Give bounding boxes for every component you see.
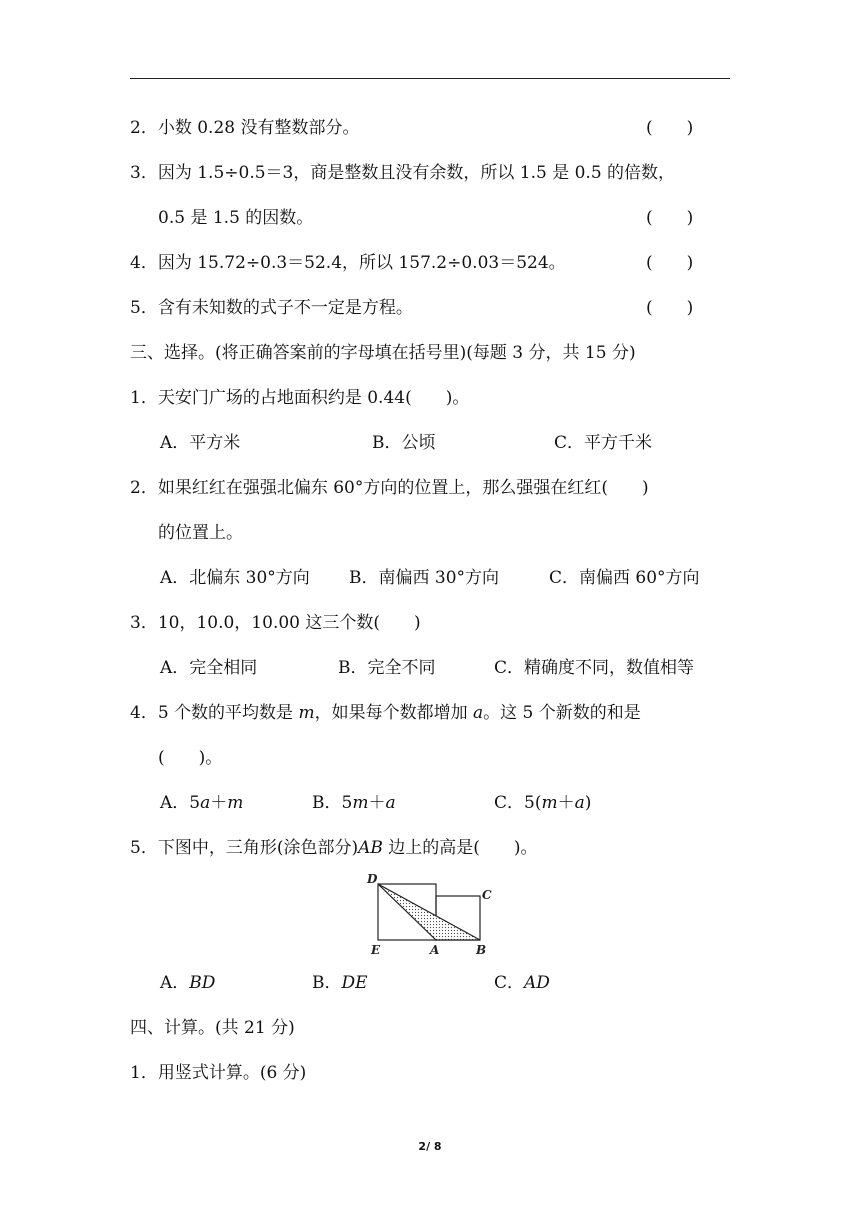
label-b: B xyxy=(476,943,487,957)
judge-q4: 4．因为 15.72÷0.3＝52.4，所以 157.2÷0.03＝524。 xyxy=(130,253,566,273)
choice-q2-cont: 的位置上。 xyxy=(158,523,243,543)
choice-q3: 3．10，10.0，10.00 这三个数( ) xyxy=(130,613,421,633)
choice-q4-cont: ( )。 xyxy=(158,748,223,768)
choice-q4-option-c[interactable]: C．5(m＋a) xyxy=(494,793,592,813)
section4-title: 四、计算。(共 21 分) xyxy=(130,1018,295,1038)
choice-q1-option-b[interactable]: B．公顷 xyxy=(372,433,436,453)
choice-q3-option-b[interactable]: B．完全不同 xyxy=(338,658,436,678)
triangle-figure xyxy=(360,872,500,958)
choice-q2: 2．如果红红在强强北偏东 60°方向的位置上，那么强强在红红( ) xyxy=(130,478,649,498)
choice-q3-option-c[interactable]: C．精确度不同，数值相等 xyxy=(494,658,695,678)
judge-q3-cont: 0.5 是 1.5 的因数。 xyxy=(158,208,314,228)
judge-q4-paren[interactable]: ( ) xyxy=(646,253,694,273)
label-a: A xyxy=(430,943,440,957)
page-number: 2/ 8 xyxy=(418,1140,442,1153)
label-c: C xyxy=(482,888,492,902)
label-d: D xyxy=(367,872,378,886)
choice-q5: 5．下图中，三角形(涂色部分)AB 边上的高是( )。 xyxy=(130,838,538,858)
judge-q3: 3．因为 1.5÷0.5＝3，商是整数且没有余数，所以 1.5 是 0.5 的倍数， xyxy=(130,163,676,183)
choice-q3-option-a[interactable]: A．完全相同 xyxy=(160,658,258,678)
choice-q2-option-c[interactable]: C．南偏西 60°方向 xyxy=(549,568,700,588)
judge-q2-paren[interactable]: ( ) xyxy=(646,118,694,138)
choice-q1-option-a[interactable]: A．平方米 xyxy=(160,433,241,453)
label-e: E xyxy=(371,943,381,957)
judge-q2: 2．小数 0.28 没有整数部分。 xyxy=(130,118,360,138)
section3-title: 三、选择。(将正确答案前的字母填在括号里)(每题 3 分，共 15 分) xyxy=(130,343,636,363)
judge-q3-paren[interactable]: ( ) xyxy=(646,208,694,228)
choice-q5-option-c[interactable]: C．AD xyxy=(494,973,550,993)
choice-q4-option-b[interactable]: B．5m＋a xyxy=(312,793,396,813)
judge-q5-paren[interactable]: ( ) xyxy=(646,298,694,318)
choice-q1-option-c[interactable]: C．平方千米 xyxy=(554,433,653,453)
choice-q4: 4．5 个数的平均数是 m，如果每个数都增加 a。这 5 个新数的和是 xyxy=(130,703,641,723)
header-rule xyxy=(130,78,730,79)
shaded-triangle xyxy=(378,884,480,940)
choice-q1: 1．天安门广场的占地面积约是 0.44( )。 xyxy=(130,388,470,408)
choice-q2-option-a[interactable]: A．北偏东 30°方向 xyxy=(160,568,310,588)
choice-q2-option-b[interactable]: B．南偏西 30°方向 xyxy=(349,568,500,588)
section4-q1: 1．用竖式计算。(6 分) xyxy=(130,1063,307,1083)
choice-q4-option-a[interactable]: A．5a＋m xyxy=(160,793,244,813)
judge-q5: 5．含有未知数的式子不一定是方程。 xyxy=(130,298,413,318)
choice-q5-option-b[interactable]: B．DE xyxy=(312,973,368,993)
choice-q5-option-a[interactable]: A．BD xyxy=(160,973,216,993)
